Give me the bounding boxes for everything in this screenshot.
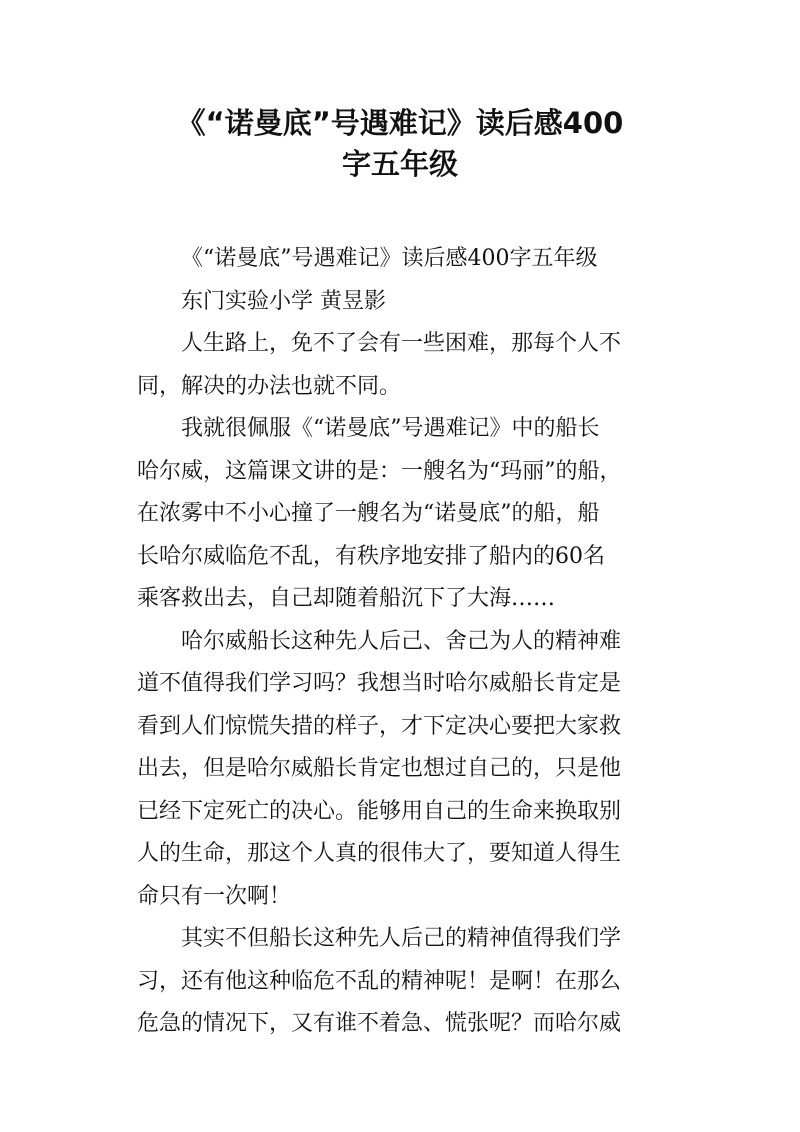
page-title-continued: 字五年级 [341,147,458,181]
text-line: 人生路上，免不了会有一些困难，那每个人不 [181,331,622,356]
text-line: 道不值得我们学习吗？我想当时哈尔威船长肯定是 [137,671,622,696]
text-line: 在浓雾中不小心撞了一艘名为“诺曼底”的船，船 [137,501,600,526]
text-line: 我就很佩服《“诺曼底”号遇难记》中的船长 [181,416,600,441]
text-line: 《“诺曼底”号遇难记》读后感400字五年级 [181,246,598,271]
text-line: 人的生命，那这个人真的很伟大了，要知道人得生 [137,841,622,866]
text-line: 命只有一次啊！ [137,883,292,909]
text-line: 出去，但是哈尔威船长肯定也想过自己的，只是他 [137,756,622,781]
text-line: 哈尔威，这篇课文讲的是：一艘名为“玛丽”的船， [137,458,622,484]
text-line: 长哈尔威临危不乱，有秩序地安排了船内的60名 [137,543,605,569]
text-line: 乘客救出去，自己却随着船沉下了大海…… [137,586,556,611]
text-line: 习，还有他这种临危不乱的精神呢！是啊！在那么 [137,968,622,994]
text-line: 同，解决的办法也就不同。 [137,373,402,399]
text-line: 其实不但船长这种先人后己的精神值得我们学 [181,926,622,951]
author-line: 东门实验小学 黄昱影 [181,288,386,314]
text-line: 哈尔威船长这种先人后己、舍己为人的精神难 [181,628,622,654]
text-line: 已经下定死亡的决心。能够用自己的生命来换取别 [137,798,622,824]
page-title: 《“诺曼底”号遇难记》读后感400 [176,106,624,140]
text-line: 危急的情况下，又有谁不着急、慌张呢？而哈尔威 [137,1011,622,1036]
article-body [137,238,677,1046]
text-line: 看到人们惊慌失措的样子，才下定决心要把大家救 [137,713,622,739]
